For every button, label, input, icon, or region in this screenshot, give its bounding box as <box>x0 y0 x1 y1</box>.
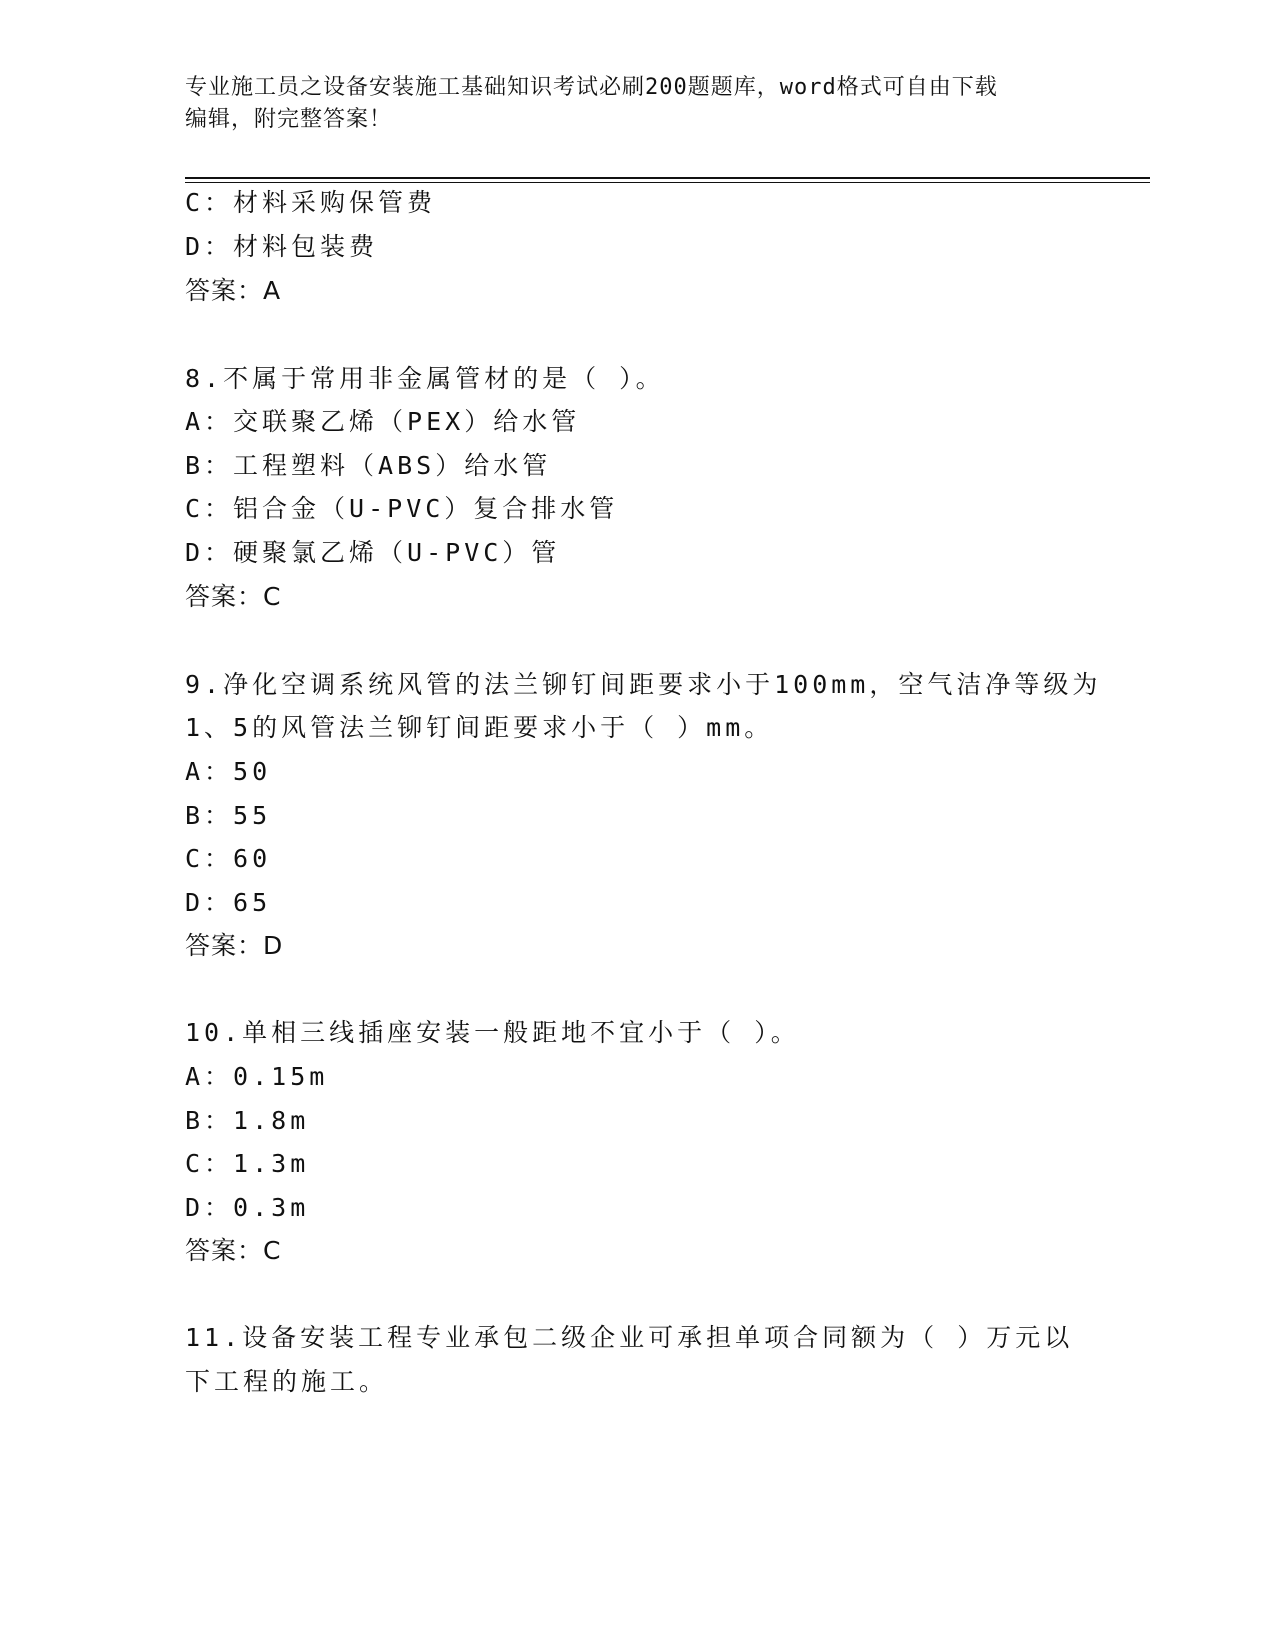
question-stem: 9.净化空调系统风管的法兰铆钉间距要求小于100mm，空气洁净等级为 <box>185 670 1102 699</box>
option-c: C：1.3m <box>185 1149 310 1178</box>
answer-label: 答案： <box>185 582 264 611</box>
option-a: A：交联聚乙烯（PEX）给水管 <box>185 407 581 436</box>
option-b: B：工程塑料（ABS）给水管 <box>185 451 552 480</box>
option-d: D：0.3m <box>185 1193 310 1222</box>
header-rule-thick <box>185 177 1150 179</box>
answer-value: A <box>263 276 282 305</box>
option-c: C：60 <box>185 844 272 873</box>
option-b: B：55 <box>185 801 272 830</box>
question-stem: 10.单相三线插座安装一般距地不宜小于（ ）。 <box>185 1018 800 1047</box>
answer-line <box>185 929 283 963</box>
option-d: D：材料包装费 <box>185 232 379 261</box>
question-stem: 8.不属于常用非金属管材的是（ ）。 <box>185 364 665 393</box>
answer-label: 答案： <box>185 931 264 960</box>
answer-value: D <box>263 931 284 960</box>
header-line-1: 专业施工员之设备安装施工基础知识考试必刷200题题库，word格式可自由下载 <box>185 75 998 100</box>
answer-label: 答案： <box>185 276 264 305</box>
option-d: D：硬聚氯乙烯（U-PVC）管 <box>185 538 561 567</box>
answer-line <box>185 274 281 308</box>
option-c: C：材料采购保管费 <box>185 188 437 217</box>
answer-label: 答案： <box>185 1236 264 1265</box>
question-stem: 11.设备安装工程专业承包二级企业可承担单项合同额为（ ）万元以 <box>185 1323 1074 1352</box>
document-header <box>185 72 1065 136</box>
answer-line <box>185 1234 281 1268</box>
option-b: B：1.8m <box>185 1106 310 1135</box>
option-a: A：0.15m <box>185 1062 329 1091</box>
question-stem-cont: 下工程的施工。 <box>185 1367 389 1396</box>
option-d: D：65 <box>185 888 272 917</box>
answer-value: C <box>263 582 282 611</box>
header-rule-thin <box>185 182 1150 183</box>
header-line-2: 编辑，附完整答案！ <box>185 107 393 132</box>
option-c: C：铝合金（U-PVC）复合排水管 <box>185 494 619 523</box>
option-a: A：50 <box>185 757 272 786</box>
question-stem-cont: 1、5的风管法兰铆钉间距要求小于（ ）mm。 <box>185 713 774 742</box>
answer-value: C <box>263 1236 282 1265</box>
answer-line <box>185 580 281 614</box>
